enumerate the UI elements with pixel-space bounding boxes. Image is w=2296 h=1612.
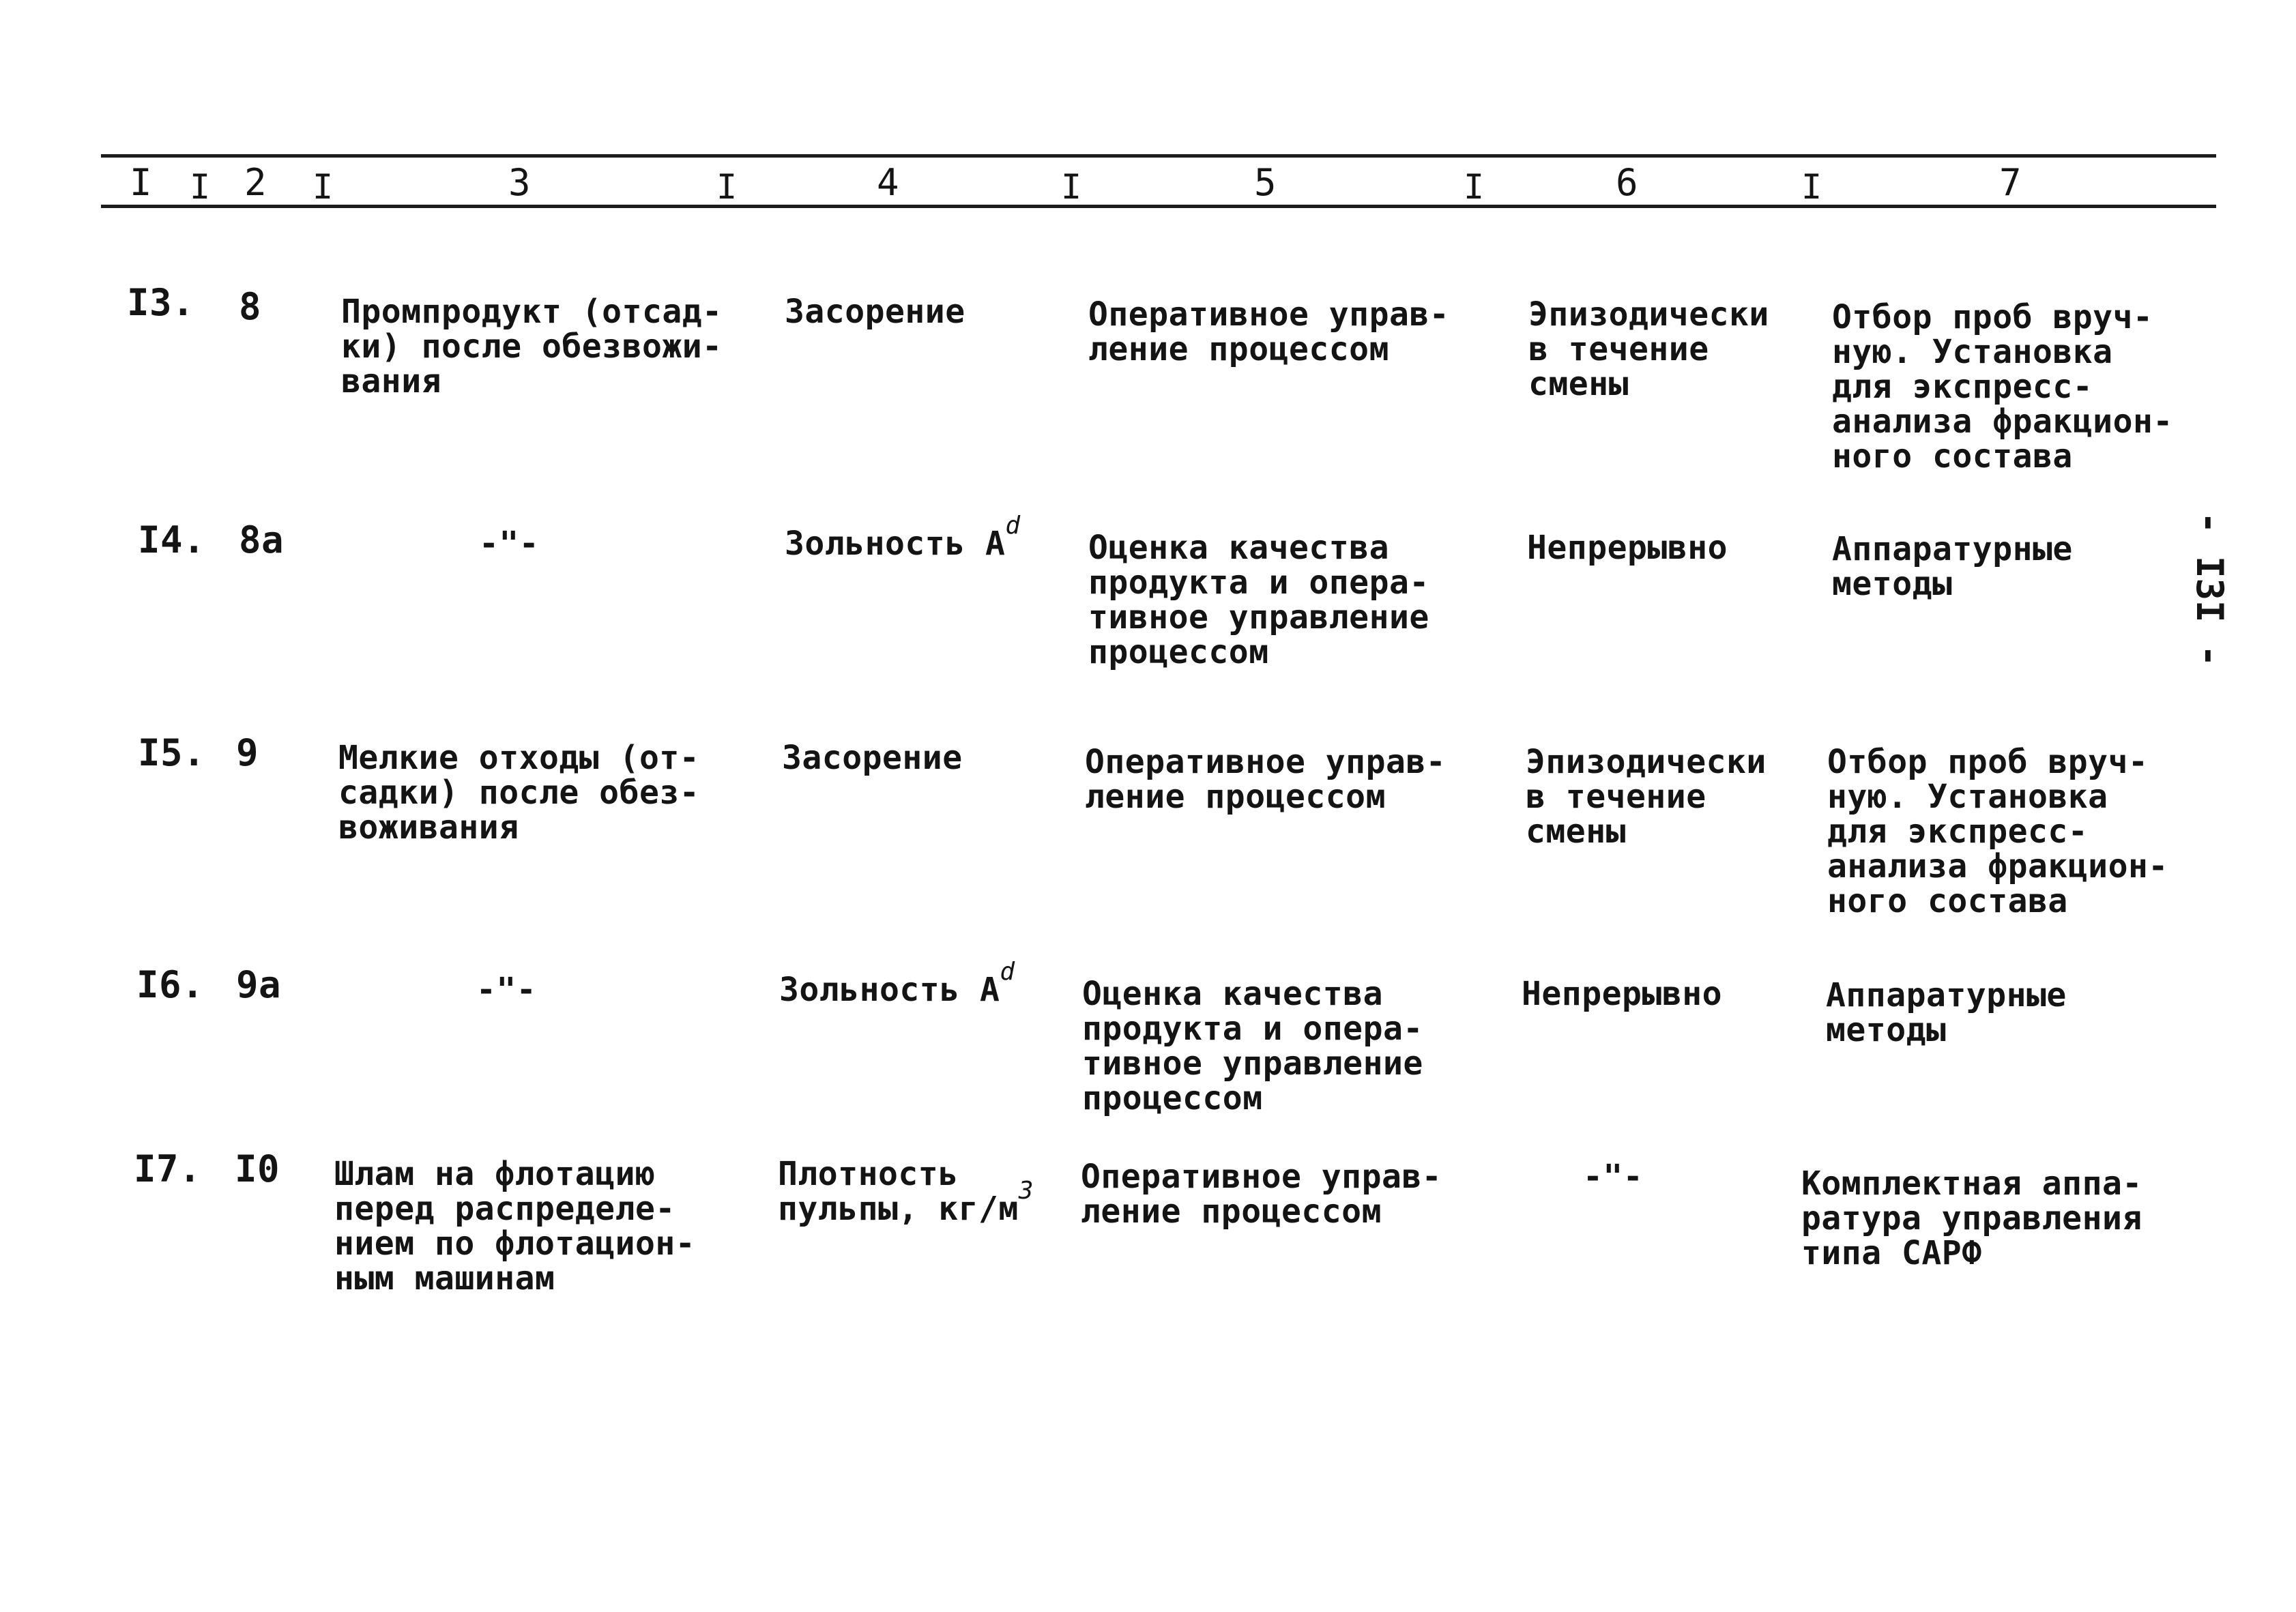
row-object-ditto: -"- <box>479 525 540 563</box>
row-object: Мелкие отходы (от- садки) после обез- воживания <box>338 739 700 847</box>
row-parameter: Зольность $A^d$ <box>785 512 1021 563</box>
row-frequency: Непрерывно <box>1527 529 1728 567</box>
row-code: I0 <box>235 1147 280 1190</box>
row-frequency: Эпизодически в течение смены <box>1528 295 1769 403</box>
row-object: Шлам на флотацию перед распределе- нием по флотацион- ным машинам <box>334 1155 696 1298</box>
column-separator: I <box>716 167 738 207</box>
column-separator: I <box>1061 167 1082 207</box>
column-header-2: 2 <box>244 161 267 204</box>
row-method: Комплектная аппа- ратура управления типа САРФ <box>1801 1164 2142 1272</box>
row-object-ditto: -"- <box>476 971 537 1009</box>
row-parameter: Засорение <box>782 739 963 777</box>
page-number: - I3I - <box>2188 512 2231 667</box>
row-purpose: Оценка качества продукта и опера- тивное управление процессом <box>1088 529 1429 671</box>
row-method: Отбор проб вруч- ную. Установка для экспресс- анализа фракцион- ного состава <box>1827 743 2168 920</box>
column-separator: I <box>190 167 211 207</box>
row-parameter: Зольность $A^d$ <box>779 958 1015 1009</box>
row-code: 9 <box>236 731 259 774</box>
row-number: I5. <box>138 731 206 774</box>
column-separator: I <box>313 167 334 207</box>
row-number: I6. <box>136 963 205 1006</box>
column-header-5: 5 <box>1254 161 1277 204</box>
header-bottom-rule <box>101 205 2216 208</box>
row-parameter: Плотность пульпы, $кг/м^3$ <box>778 1155 1034 1228</box>
column-separator: I <box>1801 167 1822 207</box>
column-separator: I <box>1464 167 1485 207</box>
header-top-rule <box>101 154 2216 158</box>
column-header-1: I <box>130 161 152 204</box>
row-number: I4. <box>138 518 206 561</box>
row-purpose: Оценка качества продукта и опера- тивное управление процессом <box>1082 975 1423 1117</box>
row-frequency: Непрерывно <box>1522 975 1722 1013</box>
row-frequency-ditto: -"- <box>1583 1158 1644 1196</box>
row-number: I7. <box>134 1147 202 1190</box>
row-number: I3. <box>127 281 195 324</box>
row-method: Аппаратурные методы <box>1832 530 2073 603</box>
row-object: Промпродукт (отсад- ки) после обезвожи- вания <box>341 293 723 400</box>
row-purpose: Оперативное управ- ление процессом <box>1088 295 1450 368</box>
column-header-4: 4 <box>877 161 899 204</box>
row-code: 9а <box>236 963 282 1006</box>
column-header-6: 6 <box>1616 161 1638 204</box>
row-method: Аппаратурные методы <box>1826 976 2067 1049</box>
row-parameter: Засорение <box>785 293 965 331</box>
column-header-3: 3 <box>508 161 531 204</box>
row-purpose: Оперативное управ- ление процессом <box>1085 743 1447 816</box>
row-frequency: Эпизодически в течение смены <box>1526 743 1767 851</box>
row-code: 8 <box>239 285 262 328</box>
row-purpose: Оперативное управ- ление процессом <box>1081 1158 1442 1231</box>
column-header-7: 7 <box>1999 161 2022 204</box>
row-code: 8а <box>239 518 285 561</box>
row-method: Отбор проб вруч- ную. Установка для экспресс- анализа фракцион- ного состава <box>1832 298 2173 475</box>
